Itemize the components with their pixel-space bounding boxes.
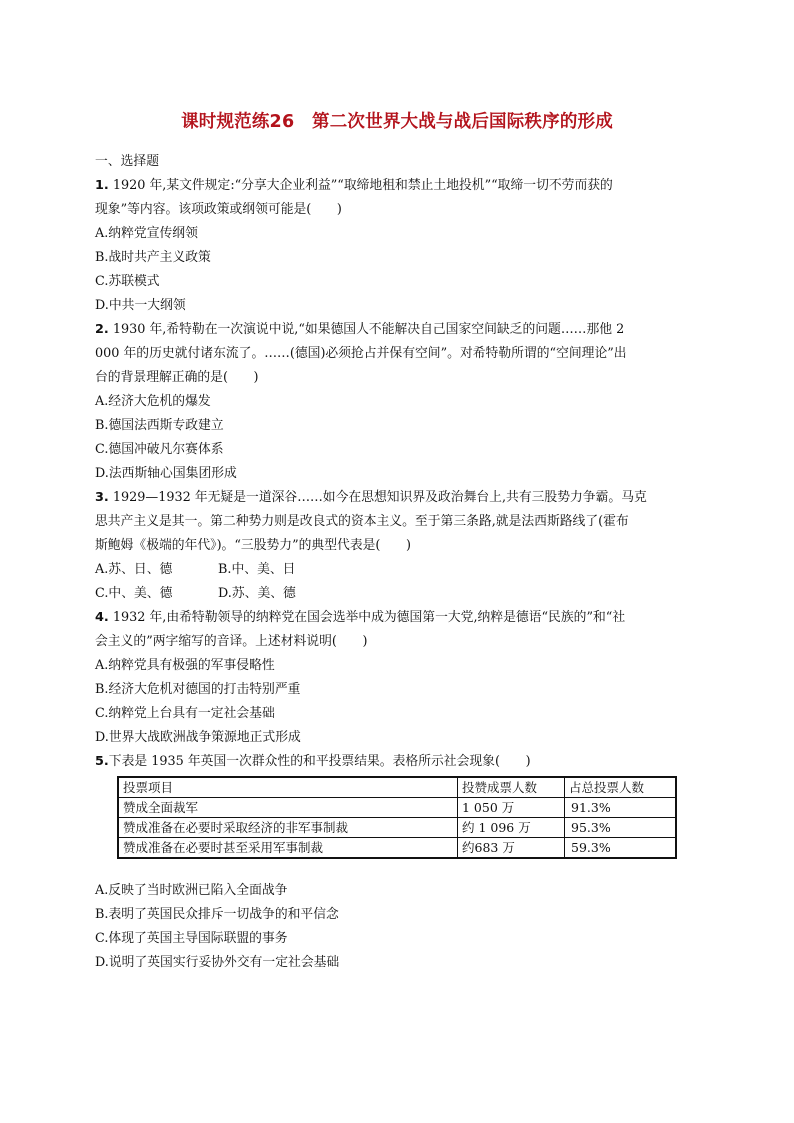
question-2-option-c[interactable]: C.德国冲破凡尔赛体系: [95, 442, 224, 457]
question-5-option-a[interactable]: A.反映了当时欧洲已陷入全面战争: [95, 883, 288, 898]
question-3-line-2: 思共产主义是其一。第二种势力则是改良式的资本主义。至于第三条路,就是法西斯路线了(霍布: [95, 514, 629, 529]
question-2-number: 2.: [95, 322, 109, 337]
question-1-text: 1920 年,某文件规定:“分享大企业利益”“取缔地租和禁止土地投机”“取缔一切不劳而获的: [108, 178, 613, 193]
question-2-line-2: 000 年的历史就付诸东流了。……(德国)必须抢占并保有空间”。对希特勒所谓的“空间理论”出: [95, 346, 627, 361]
vote-table-header: 投赞成票人数: [458, 777, 565, 798]
vote-table-header: 投票项目: [118, 777, 458, 798]
question-2-line-3: 台的背景理解正确的是( ): [95, 370, 259, 385]
vote-table-cell: 赞成准备在必要时甚至采用军事制裁: [118, 838, 458, 859]
question-5-number: 5.: [95, 754, 109, 769]
question-5-option-d[interactable]: D.说明了英国实行妥协外交有一定社会基础: [95, 955, 340, 970]
vote-table-row: [118, 838, 676, 859]
spacer: [95, 859, 700, 879]
question-3-options-row-1: [95, 558, 700, 582]
question-4-option-a[interactable]: A.纳粹党具有极强的军事侵略性: [95, 658, 275, 673]
section-heading: 一、选择题: [95, 154, 159, 169]
question-1-option-a[interactable]: A.纳粹党宣传纲领: [95, 226, 198, 241]
vote-table-header: 占总投票人数: [565, 777, 677, 798]
question-3-option-d[interactable]: D.苏、美、德: [218, 586, 296, 601]
question-3-option-a[interactable]: A.苏、日、德: [95, 562, 173, 577]
vote-table-row: [118, 798, 676, 818]
question-5-line-1: [95, 750, 700, 774]
question-4-option-c[interactable]: C.纳粹党上台具有一定社会基础: [95, 706, 275, 721]
vote-table-header-row: [118, 777, 676, 798]
vote-table-cell: 95.3%: [565, 818, 677, 838]
vote-table: [117, 776, 677, 859]
vote-table-cell: 1 050 万: [458, 798, 565, 818]
question-3-options-row-2: [95, 582, 700, 606]
question-3-text: 1929—1932 年无疑是一道深谷……如今在思想知识界及政治舞台上,共有三股势力争霸。马克: [108, 490, 647, 505]
question-4-line-1: [95, 606, 700, 630]
vote-table-cell: 59.3%: [565, 838, 677, 859]
question-3-line-3: 斯鲍姆《极端的年代》)。“三股势力”的典型代表是( ): [95, 538, 411, 553]
question-2-option-b[interactable]: B.德国法西斯专政建立: [95, 418, 224, 433]
question-3-line-1: [95, 486, 700, 510]
question-3-option-c[interactable]: C.中、美、德: [95, 586, 173, 601]
page-title: 课时规范练26 第二次世界大战与战后国际秩序的形成: [181, 112, 613, 132]
question-content: [95, 150, 700, 975]
question-5-text: 下表是 1935 年英国一次群众性的和平投票结果。表格所示社会现象( ): [108, 754, 531, 769]
question-1-line-2: 现象”等内容。该项政策或纲领可能是( ): [95, 202, 342, 217]
question-1-option-d[interactable]: D.中共一大纲领: [95, 298, 186, 313]
question-5-option-b[interactable]: B.表明了英国民众排斥一切战争的和平信念: [95, 907, 339, 922]
vote-table-cell: 约683 万: [458, 838, 565, 859]
question-3-number: 3.: [95, 490, 109, 505]
question-4-number: 4.: [95, 610, 109, 625]
vote-table-cell: 约 1 096 万: [458, 818, 565, 838]
vote-table-cell: 赞成准备在必要时采取经济的非军事制裁: [118, 818, 458, 838]
vote-table-cell: 赞成全面裁军: [118, 798, 458, 818]
question-2-option-a[interactable]: A.经济大危机的爆发: [95, 394, 211, 409]
question-5-option-c[interactable]: C.体现了英国主导国际联盟的事务: [95, 931, 288, 946]
question-4-option-b[interactable]: B.经济大危机对德国的打击特别严重: [95, 682, 301, 697]
question-4-option-d[interactable]: D.世界大战欧洲战争策源地正式形成: [95, 730, 301, 745]
vote-table-row: [118, 818, 676, 838]
question-1-line-1: [95, 174, 700, 198]
question-3-option-b[interactable]: B.中、美、日: [218, 562, 296, 577]
question-4-text: 1932 年,由希特勒领导的纳粹党在国会选举中成为德国第一大党,纳粹是德语“民族的”和“社: [108, 610, 626, 625]
question-2-text: 1930 年,希特勒在一次演说中说,“如果德国人不能解决自己国家空间缺乏的问题……那他 2: [108, 322, 625, 337]
question-1-number: 1.: [95, 178, 109, 193]
question-1-option-c[interactable]: C.苏联模式: [95, 274, 160, 289]
question-2-line-1: [95, 318, 700, 342]
vote-table-cell: 91.3%: [565, 798, 677, 818]
question-4-line-2: 会主义的”两字缩写的音译。上述材料说明( ): [95, 634, 368, 649]
question-2-option-d[interactable]: D.法西斯轴心国集团形成: [95, 466, 237, 481]
question-1-option-b[interactable]: B.战时共产主义政策: [95, 250, 211, 265]
